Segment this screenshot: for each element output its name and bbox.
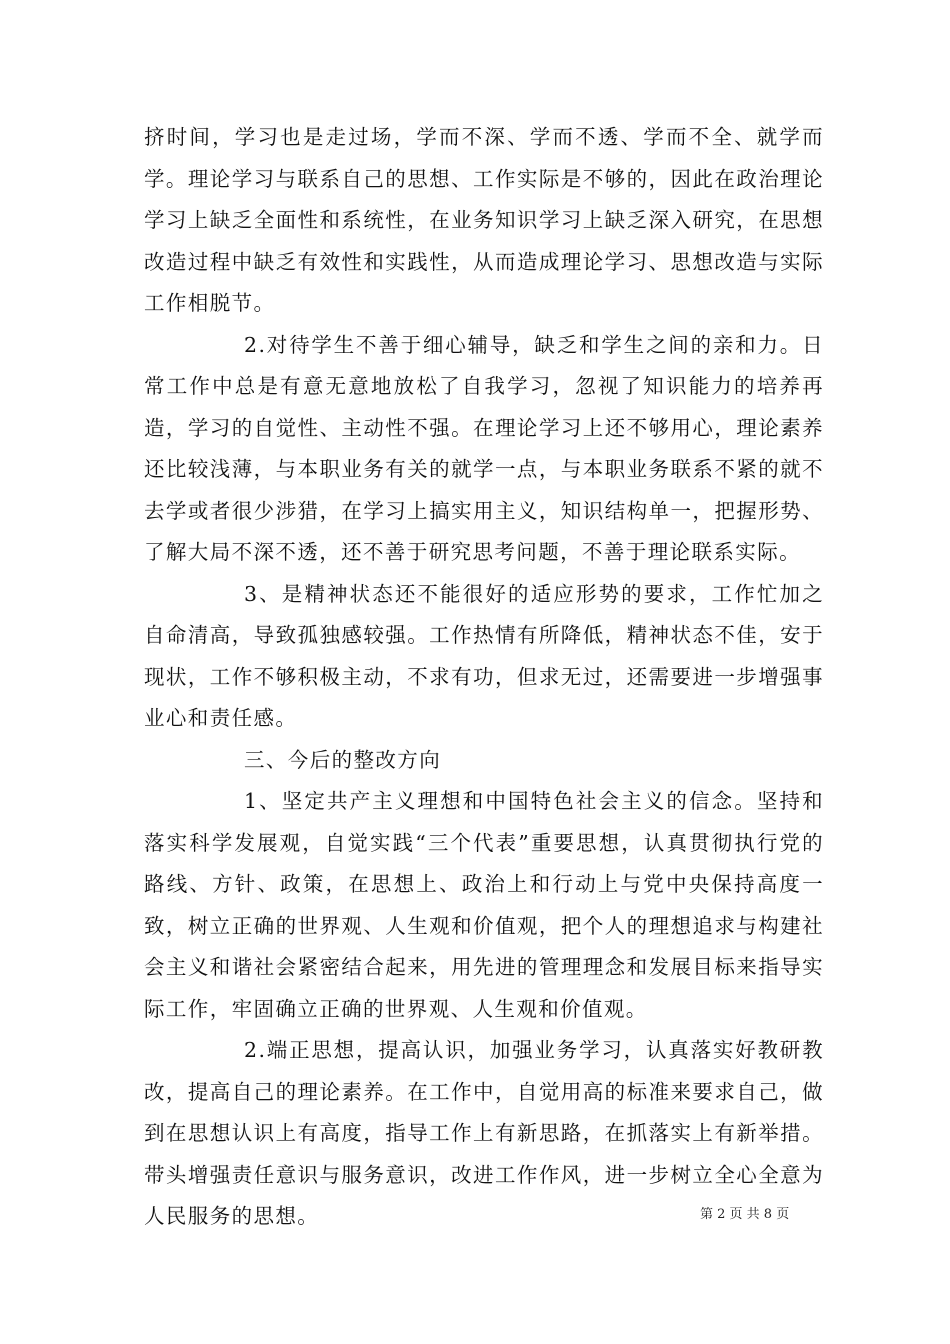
page-number-footer: 第 2 页 共 8 页	[700, 1207, 790, 1222]
document-body	[144, 117, 824, 1238]
section-heading-rectification: 三、今后的整改方向	[244, 747, 442, 772]
paragraph-item-2-direction: 2.端正思想，提高认识，加强业务学习，认真落实好教研教改，提高自己的理论素养。在工作中，自觉用高的标准来要求自己，做到在思想认识上有高度，指导工作上有新思路，在抓落实上有新举措。带头增强责任意识与服务意识，改进工作作风，进一步树立全心全意为人民服务的思想。	[144, 1038, 824, 1228]
paragraph-item-1-direction: 1、坚定共产主义理想和中国特色社会主义的信念。坚持和落实科学发展观，自觉实践“三个代表”重要思想，认真贯彻执行党的路线、方针、政策，在思想上、政治上和行动上与党中央保持高度一致，树立正确的世界观、人生观和价值观，把个人的理想追求与构建社会主义和谐社会紧密结合起来，用先进的管理理念和发展目标来指导实际工作，牢固确立正确的世界观、人生观和价值观。	[144, 789, 824, 1021]
paragraph-continuation: 挤时间，学习也是走过场，学而不深、学而不透、学而不全、就学而学。理论学习与联系自己的思想、工作实际是不够的，因此在政治理论学习上缺乏全面性和系统性，在业务知识学习上缺乏深入研究，在思想改造过程中缺乏有效性和实践性，从而造成理论学习、思想改造与实际工作相脱节。	[144, 125, 824, 315]
paragraph-item-2-problem: 2.对待学生不善于细心辅导，缺乏和学生之间的亲和力。日常工作中总是有意无意地放松了自我学习，忽视了知识能力的培养再造，学习的自觉性、主动性不强。在理论学习上还不够用心，理论素养还比较浅薄，与本职业务有关的就学一点，与本职业务联系不紧的就不去学或者很少涉猎，在学习上搞实用主义，知识结构单一，把握形势、了解大局不深不透，还不善于研究思考问题，不善于理论联系实际。	[144, 332, 824, 564]
paragraph-item-3-problem: 3、是精神状态还不能很好的适应形势的要求，工作忙加之自命清高，导致孤独感较强。工作热情有所降低，精神状态不佳，安于现状，工作不够积极主动，不求有功，但求无过，还需要进一步增强事业心和责任感。	[144, 581, 824, 730]
